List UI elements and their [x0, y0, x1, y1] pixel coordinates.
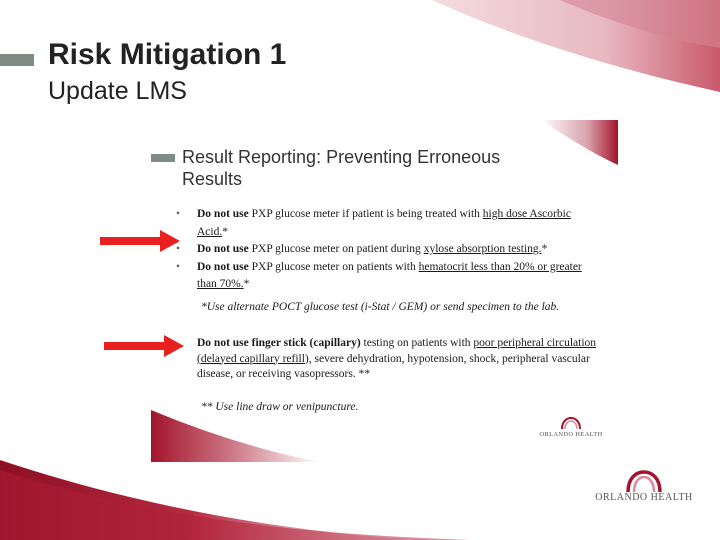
logo-text: ORLANDO HEALTH: [595, 492, 693, 503]
orlando-health-logo-small: [536, 417, 606, 445]
inset-title-bullet: [151, 154, 175, 162]
item-footnote-mark: *: [222, 225, 228, 238]
item-text: PXP glucose meter on patient during: [248, 243, 424, 255]
item-footnote-mark: *: [541, 243, 548, 255]
footnote-alternate-test: *Use alternate POCT glucose test (i-Stat / GEM) or send specimen to the lab.: [201, 301, 560, 313]
item-condition: xylose absorption testing.: [423, 243, 542, 255]
list-item: [173, 206, 603, 241]
title-bullet: [0, 54, 34, 66]
logo-mark-icon: [592, 470, 696, 494]
finger-stick-lead: Do not use finger stick (capillary): [197, 337, 361, 349]
item-condition: hematocrit less than 20% or greater than 70%.: [197, 260, 582, 290]
list-item: [173, 259, 603, 294]
do-not-use-label: Do not use: [197, 208, 249, 220]
red-arrow-icon: [104, 335, 184, 357]
finger-stick-text: testing on patients with: [360, 337, 474, 349]
slide-title: Risk Mitigation 1: [48, 38, 287, 71]
meter-warning-list: [173, 206, 603, 294]
finger-stick-rest: severe dehydration, hypotension, shock, peripheral vascular disease, or receiving vasopressors. **: [197, 352, 590, 380]
bullet-dot: •: [176, 208, 181, 220]
bullet-dot: •: [176, 243, 181, 255]
logo-text: ORLANDO HEALTH: [539, 431, 603, 438]
item-condition: high dose Ascorbic Acid.: [197, 208, 571, 238]
do-not-use-label: Do not use: [197, 243, 249, 255]
footnote-line-draw: ** Use line draw or venipuncture.: [201, 401, 359, 413]
item-text: PXP glucose meter on patients with: [248, 260, 419, 273]
list-item: [173, 241, 603, 259]
finger-stick-condition: poor peripheral circulation (delayed capillary refill),: [197, 337, 597, 365]
do-not-use-label: Do not use: [197, 260, 249, 273]
item-text: PXP glucose meter if patient is being treated with: [248, 208, 483, 220]
red-arrow-icon: [100, 230, 180, 252]
finger-stick-warning: [197, 336, 607, 383]
orlando-health-logo: [592, 470, 696, 526]
item-footnote-mark: *: [243, 278, 250, 290]
bullet-dot: •: [176, 260, 181, 273]
embedded-slide-image: [151, 120, 618, 462]
inset-heading: Result Reporting: Preventing Erroneous Results: [182, 147, 501, 189]
logo-mark-icon: [536, 417, 606, 431]
slide-subtitle: Update LMS: [48, 77, 187, 105]
